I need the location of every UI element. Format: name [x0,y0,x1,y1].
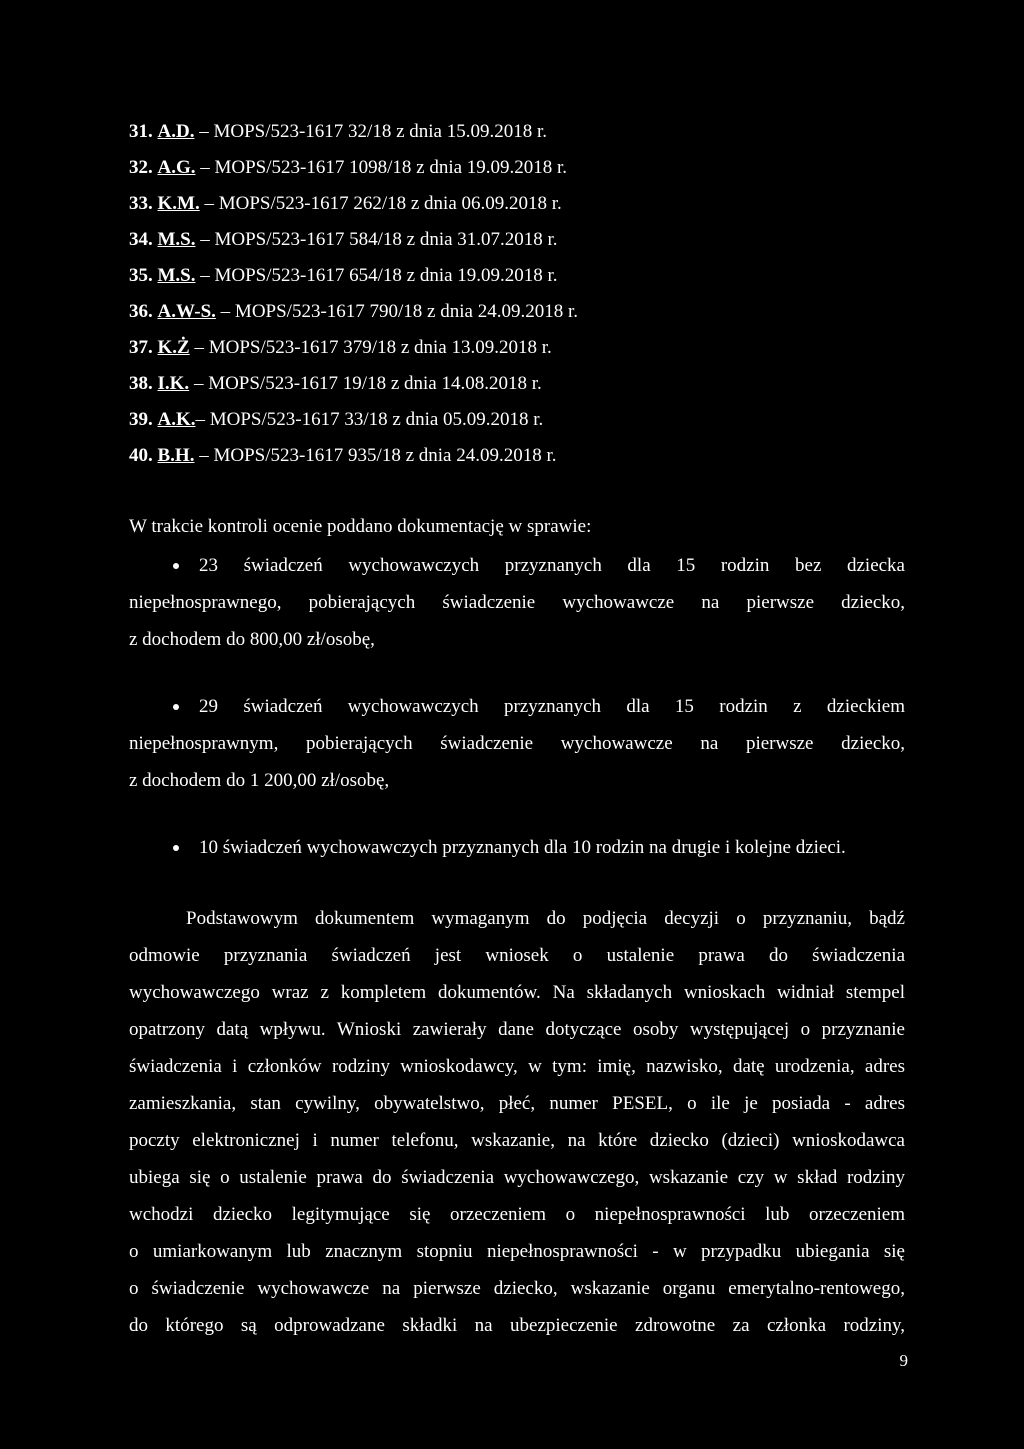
list-item [129,228,558,252]
list-item [129,444,557,468]
entry-initials: B.H. [157,445,195,466]
entry-text: – MOPS/523-1617 790/18 z dnia 24.09.2018 r. [215,301,578,322]
bullet-line: 10 świadczeń wychowawczych przyznanych dla 10 rodzin na drugie i kolejne dzieci. [199,837,846,858]
entry-number: 31. [129,121,153,142]
entry-text: – MOPS/523-1617 935/18 z dnia 24.09.2018 r. [194,445,557,466]
list-item [129,192,562,216]
entry-initials: A.D. [157,121,195,142]
bullet-line: niepełnosprawnym, pobierających świadczenie wychowawcze na pierwsze dziecko, [129,733,905,754]
entry-initials: A.G. [157,157,196,178]
bullet-line: 23 świadczeń wychowawczych przyznanych dla 15 rodzin bez dziecka [199,555,905,576]
entry-text: – MOPS/523-1617 32/18 z dnia 15.09.2018 r. [194,121,548,142]
paragraph-line: poczty elektronicznej i numer telefonu, wskazanie, na które dziecko (dzieci) wnioskodawca [129,1130,905,1151]
entry-number: 36. [129,301,153,322]
bullet-icon [173,845,179,851]
entry-initials: I.K. [157,373,190,394]
paragraph-line: świadczenia i członków rodziny wnioskodawcy, w tym: imię, nazwisko, datę urodzenia, adres [129,1056,905,1077]
bullet-icon [173,704,179,710]
entry-initials: A.W-S. [157,301,216,322]
list-item [129,264,558,288]
list-item [129,120,547,144]
paragraph-line: wchodzi dziecko legitymujące się orzeczeniem o niepełnosprawności lub orzeczeniem [129,1204,905,1225]
entry-initials: M.S. [157,265,196,286]
entry-initials: A.K. [157,409,196,430]
paragraph-line: Podstawowym dokumentem wymaganym do podjęcia decyzji o przyznaniu, bądź [186,908,905,929]
paragraph-line: opatrzony datą wpływu. Wnioski zawierały dane dotyczące osoby występującej o przyznanie [129,1019,905,1040]
list-item [129,408,543,432]
entry-text: – MOPS/523-1617 33/18 z dnia 05.09.2018 r. [195,409,544,430]
paragraph-line: wychowawczego wraz z kompletem dokumentów. Na składanych wnioskach widniał stempel [129,982,905,1003]
paragraph-line: odmowie przyznania świadczeń jest wniosek o ustalenie prawa do świadczenia [129,945,905,966]
entry-text: – MOPS/523-1617 262/18 z dnia 06.09.2018 r. [199,193,562,214]
paragraph-line: zamieszkania, stan cywilny, obywatelstwo, płeć, numer PESEL, o ile je posiada - adres [129,1093,905,1114]
entry-initials: K.Ż [157,337,190,358]
list-item [129,156,567,180]
bullet-line: z dochodem do 1 200,00 zł/osobę, [129,770,390,791]
bullet-line: niepełnosprawnego, pobierających świadczenie wychowawcze na pierwsze dziecko, [129,592,905,613]
bullet-icon [173,563,179,569]
entry-text: – MOPS/523-1617 19/18 z dnia 14.08.2018 r. [189,373,542,394]
entry-number: 38. [129,373,153,394]
list-item [129,372,542,396]
entry-text: – MOPS/523-1617 379/18 z dnia 13.09.2018 r. [189,337,552,358]
entry-number: 32. [129,157,153,178]
page-number: 9 [899,1351,908,1370]
paragraph-line: do którego są odprowadzane składki na ubezpieczenie zdrowotne za członka rodziny, [129,1315,905,1336]
entry-text: – MOPS/523-1617 1098/18 z dnia 19.09.2018 r. [195,157,568,178]
entry-text: – MOPS/523-1617 584/18 z dnia 31.07.2018 r. [195,229,558,250]
entry-initials: K.M. [157,193,200,214]
entry-text: – MOPS/523-1617 654/18 z dnia 19.09.2018 r. [195,265,558,286]
paragraph-line: ubiega się o ustalenie prawa do świadczenia wychowawczego, wskazanie czy w skład rodziny [129,1167,905,1188]
entry-initials: M.S. [157,229,196,250]
list-item [129,336,552,360]
paragraph-line: o świadczenie wychowawcze na pierwsze dziecko, wskazanie organu emerytalno-rentowego, [129,1278,905,1299]
entry-number: 33. [129,193,153,214]
bullet-line: z dochodem do 800,00 zł/osobę, [129,629,375,650]
intro-text: W trakcie kontroli ocenie poddano dokumentację w sprawie: [129,516,592,537]
list-item [129,300,578,324]
entry-number: 39. [129,409,153,430]
entry-number: 37. [129,337,153,358]
bullet-line: 29 świadczeń wychowawczych przyznanych dla 15 rodzin z dzieckiem [199,696,905,717]
entry-number: 34. [129,229,153,250]
paragraph-line: o umiarkowanym lub znacznym stopniu niepełnosprawności - w przypadku ubiegania się [129,1241,905,1262]
entry-number: 35. [129,265,153,286]
entry-number: 40. [129,445,153,466]
